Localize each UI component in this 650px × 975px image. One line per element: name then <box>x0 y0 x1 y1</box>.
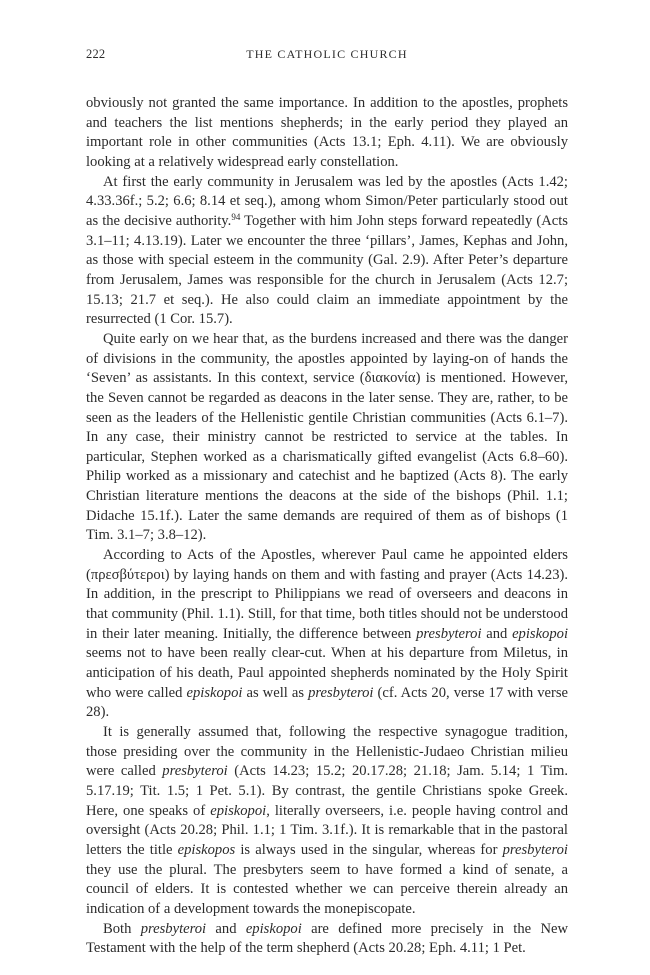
text-run: they use the plural. The presbyters seem to have formed a kind of senate, a council of elders. It is contested whether we can perceive therein already an indication of a development towards the monepiscopate. <box>86 861 568 917</box>
text-run: as well as <box>242 684 309 701</box>
paragraph <box>86 330 568 546</box>
paragraph <box>86 173 568 330</box>
italic-term: presbyteroi <box>140 920 207 937</box>
italic-term: presbyteroi <box>502 841 568 858</box>
paragraph <box>86 94 568 173</box>
running-title: THE CATHOLIC CHURCH <box>246 47 408 61</box>
page-number: 222 <box>86 47 106 61</box>
text-run: and <box>206 920 246 937</box>
italic-term: presbyteroi <box>308 684 374 701</box>
italic-term: episkopoi <box>512 625 568 642</box>
running-head <box>86 47 568 67</box>
italic-term: presbyteroi <box>162 763 228 780</box>
text-run: is always used in the singular, whereas for <box>235 841 503 858</box>
body-text <box>86 94 568 959</box>
paragraph <box>86 723 568 920</box>
text-run: Together with him John steps forward repeatedly (Acts 3.1–11; 4.13.19). Later we encounter the three ‘pillars’, James, Kephas and John, as those with special esteem in the community (Gal. 2.9). After Peter’s departure from Jerusalem, James was responsible for the church in Jerusalem (Acts 12.7; 15.13; 21.7 et seq.). He also could claim an immediate appointment by the resurrected (1 Cor. 15.7). <box>86 212 568 328</box>
text-run: At first the early community in Jerusalem was led by the apostles (Acts 1.42; 4.33.36f.; 5.2; 6.6; 8.14 et seq.), among whom Simon/Peter particularly stood out as the decisive authority. <box>86 173 568 229</box>
text-run: and <box>481 625 513 642</box>
footnote-ref: 94 <box>231 211 241 222</box>
italic-term: episkopos <box>177 841 236 858</box>
text-run: seems not to have been really clear-cut. When at his departure from Miletus, in anticipation of his death, Paul appointed shepherds nominated by the Holy Spirit who were called <box>86 645 568 701</box>
italic-term: presbyteroi <box>416 625 482 642</box>
text-run: , literally overseers, i.e. people having control and oversight (Acts 20.28; Phil. 1.1; 1 Tim. 3.1f.). It is remarkable that in the pastoral letters the title <box>86 802 569 858</box>
italic-term: episkopoi <box>245 920 302 937</box>
text-run: (Acts 14.23; 15.2; 20.17.28; 21.18; Jam. 5.14; 1 Tim. 5.17.19; Tit. 1.5; 1 Pet. 5.1). By contrast, the gentile Christians spoke Greek. Here, one speaks of <box>86 763 568 819</box>
paragraph <box>86 546 568 723</box>
text-run: It is generally assumed that, following the respective synagogue tradition, those presiding over the community in the Hellenistic-Judaeo Christian milieu were called <box>86 724 568 780</box>
text-run: According to Acts of the Apostles, wherever Paul came he appointed elders (πρεσβύτεροι) by laying hands on them and with fasting and prayer (Acts 14.23). In addition, in the prescript to Philippians we read of overseers and deacons in that community (Phil. 1.1). Still, for that time, both titles should not be understood in their later meaning. Initially, the difference between <box>86 547 568 642</box>
text-run: (cf. Acts 20, verse 17 with verse 28). <box>86 684 568 721</box>
paragraph <box>86 920 568 959</box>
text-run: Quite early on we hear that, as the burdens increased and there was the danger of divisions in the community, the apostles appointed by laying-on of hands the ‘Seven’ as assistants. In this context, service (διακονία) is mentioned. However, the Seven cannot be regarded as deacons in the later sense. They are, rather, to be seen as the leaders of the Hellenistic gentile Christian communities (Acts 6.1–7). In any case, their ministry cannot be restricted to service at the tables. In particular, Stephen worked as a charismatically gifted evangelist (Acts 6.8–60). Philip worked as a missionary and catechist and he baptized (Acts 8). The early Christian literature mentions the deacons at the side of the bishops (Phil. 1.1; Didache 15.1f.). Later the same demands are required of them as of bishops (1 Tim. 3.1–7; 3.8–12). <box>86 330 568 544</box>
text-run: obviously not granted the same importance. In addition to the apostles, prophets and teachers the list mentions shepherds; in the early period they played an important role in other communities (Acts 13.1; Eph. 4.11). We are obviously looking at a relatively widespread early constellation. <box>86 95 568 170</box>
text-run: Both <box>103 920 141 937</box>
italic-term: episkopoi <box>186 684 243 701</box>
italic-term: episkopoi <box>210 802 267 819</box>
text-run: are defined more precisely in the New Testament with the help of the term shepherd (Acts 20.28; Eph. 4.11; 1 Pet. <box>86 920 569 957</box>
